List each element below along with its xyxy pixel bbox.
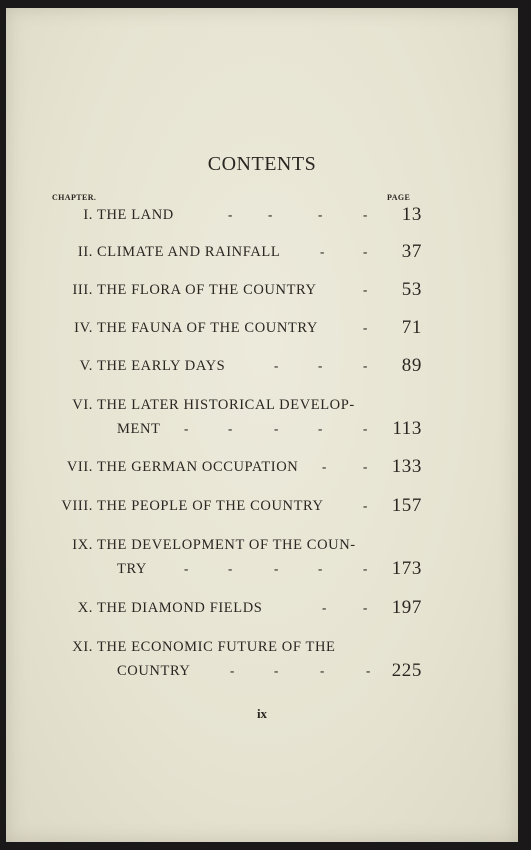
chapter-title-continued: MENT (117, 421, 161, 437)
toc-entry-4 (6, 317, 518, 341)
leader-dash: - (322, 600, 327, 615)
leader-dash: - (363, 561, 368, 576)
chapter-title-continued: TRY (117, 561, 147, 577)
toc-entry-9 (6, 534, 518, 558)
chapter-number: VIII. (61, 498, 93, 514)
leader-dash: - (363, 282, 368, 297)
chapter-title: THE FAUNA OF THE COUNTRY (97, 320, 318, 336)
folio-page-number: ix (256, 706, 268, 721)
page-number: 71 (401, 317, 422, 338)
page-number: 53 (401, 279, 422, 300)
toc-entry-1 (6, 204, 518, 228)
leader-dash: - (363, 244, 368, 259)
chapter-number: VII. (66, 459, 93, 475)
chapter-number: IX. (72, 537, 93, 553)
leader-dash: - (268, 207, 273, 222)
leader-dash: - (230, 663, 235, 678)
leader-dash: - (228, 207, 233, 222)
toc-entry-5 (6, 355, 518, 379)
chapter-title: THE FLORA OF THE COUNTRY (97, 282, 317, 298)
chapter-title: THE DEVELOPMENT OF THE COUN- (97, 537, 356, 553)
page-number: 13 (401, 204, 422, 225)
leader-dash: - (366, 663, 371, 678)
leader-dash: - (363, 358, 368, 373)
toc-entry-10 (6, 597, 518, 621)
leader-dash: - (320, 244, 325, 259)
chapter-number: II. (77, 244, 93, 260)
chapter-title: THE LAND (97, 207, 174, 223)
chapter-number: IV. (74, 320, 93, 336)
toc-entry-6-continued (6, 418, 518, 442)
leader-dash: - (274, 421, 279, 436)
chapter-number: X. (77, 600, 93, 616)
chapter-number: XI. (72, 639, 93, 655)
toc-entry-7 (6, 456, 518, 480)
toc-entry-3 (6, 279, 518, 303)
chapter-title: THE PEOPLE OF THE COUNTRY (97, 498, 324, 514)
chapter-title: CLIMATE AND RAINFALL (97, 244, 281, 260)
leader-dash: - (274, 358, 279, 373)
leader-dash: - (318, 421, 323, 436)
leader-dash: - (318, 561, 323, 576)
chapter-column-header: CHAPTER. (52, 193, 97, 202)
toc-entry-9-continued (6, 558, 518, 582)
page-number: 37 (401, 241, 422, 262)
leader-dash: - (363, 459, 368, 474)
page-number: 225 (391, 660, 422, 681)
leader-dash: - (228, 421, 233, 436)
leader-dash: - (363, 498, 368, 513)
leader-dash: - (184, 421, 189, 436)
leader-dash: - (184, 561, 189, 576)
page-title: CONTENTS (207, 153, 317, 175)
leader-dash: - (274, 663, 279, 678)
page-number: 113 (392, 418, 422, 439)
leader-dash: - (363, 421, 368, 436)
page-number: 197 (391, 597, 422, 618)
chapter-title: THE GERMAN OCCUPATION (97, 459, 299, 475)
page-number: 157 (391, 495, 422, 516)
chapter-title: THE ECONOMIC FUTURE OF THE (97, 639, 336, 655)
page-number: 173 (391, 558, 422, 579)
leader-dash: - (274, 561, 279, 576)
leader-dash: - (363, 320, 368, 335)
toc-entry-11 (6, 636, 518, 660)
chapter-number: VI. (72, 397, 93, 413)
leader-dash: - (320, 663, 325, 678)
toc-entry-11-continued (6, 660, 518, 684)
leader-dash: - (363, 600, 368, 615)
chapter-title: THE LATER HISTORICAL DEVELOP- (97, 397, 355, 413)
leader-dash: - (363, 207, 368, 222)
page-number: 133 (391, 456, 422, 477)
leader-dash: - (318, 358, 323, 373)
page-column-header: PAGE (387, 193, 411, 202)
page-number: 89 (401, 355, 422, 376)
toc-entry-8 (6, 495, 518, 519)
chapter-title: THE EARLY DAYS (97, 358, 226, 374)
toc-entry-6 (6, 394, 518, 418)
chapter-number: I. (83, 207, 93, 223)
leader-dash: - (318, 207, 323, 222)
chapter-number: V. (79, 358, 93, 374)
leader-dash: - (322, 459, 327, 474)
toc-entry-2 (6, 241, 518, 265)
book-page (6, 8, 518, 842)
chapter-title: THE DIAMOND FIELDS (97, 600, 263, 616)
chapter-number: III. (72, 282, 93, 298)
chapter-title-continued: COUNTRY (117, 663, 191, 679)
leader-dash: - (228, 561, 233, 576)
